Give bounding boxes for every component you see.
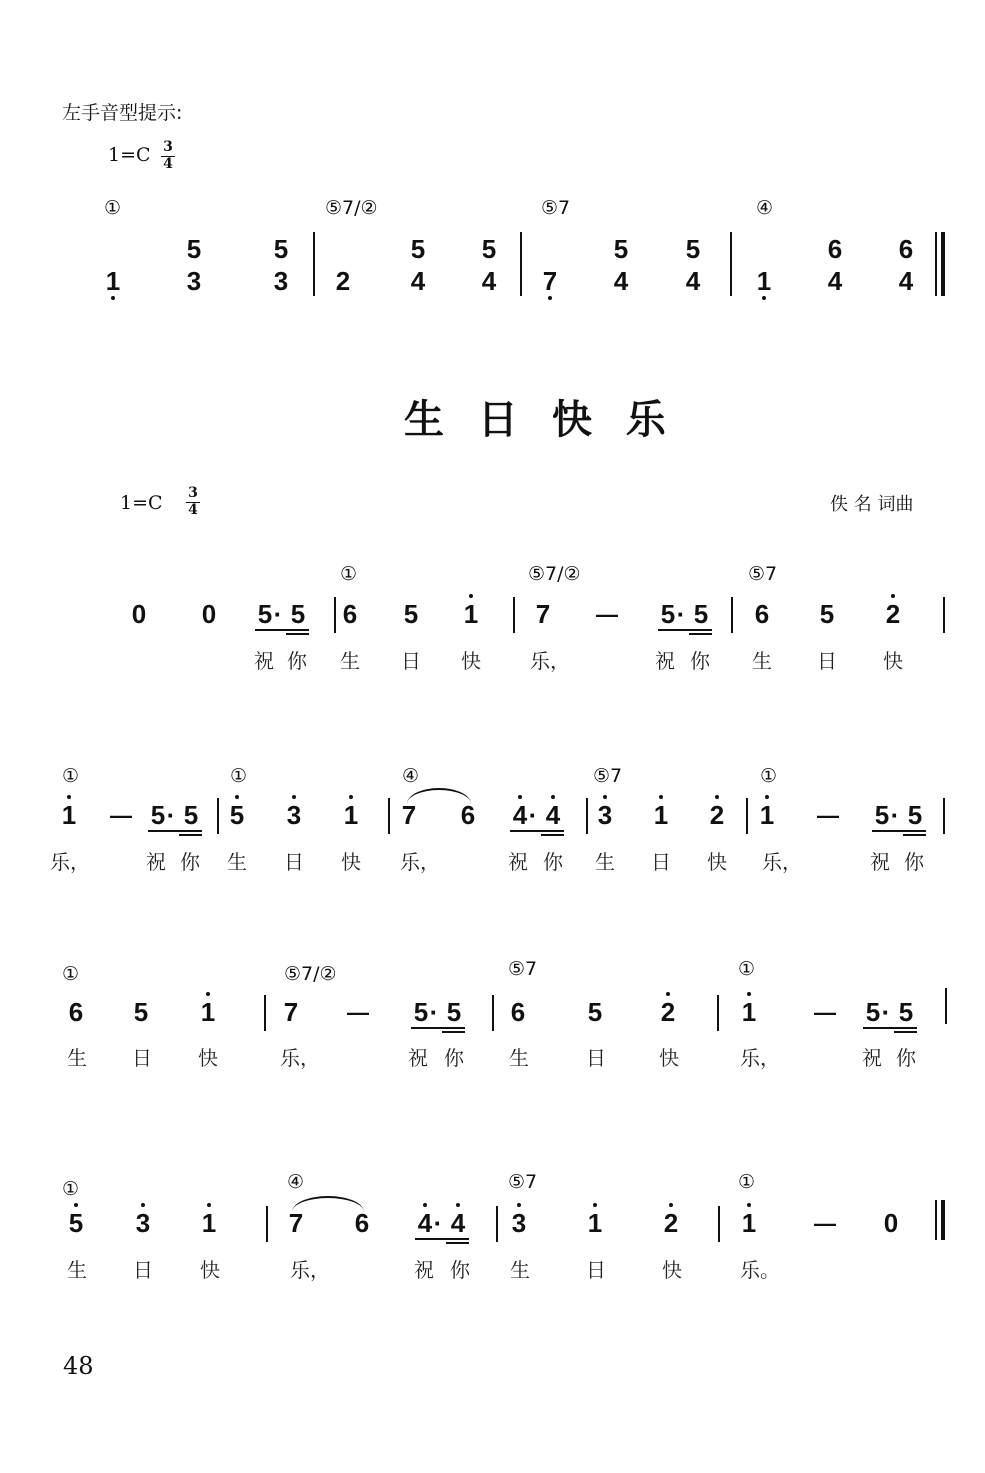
note: 2 [335, 266, 351, 296]
note-high: 2 [658, 1208, 684, 1238]
lyric: 生 [510, 1258, 530, 1282]
underline [872, 830, 926, 832]
chord-marker: ① [62, 963, 80, 985]
lyric: 祝 [414, 1258, 434, 1282]
note: 7 [288, 1208, 304, 1238]
lyric: 你 [896, 1046, 916, 1070]
dot: · [890, 800, 900, 830]
dash: — [110, 803, 132, 828]
note: 4 [898, 266, 914, 296]
note-low: 7 [537, 266, 563, 296]
chord-marker: ① [230, 765, 248, 787]
note: 6 [460, 800, 476, 830]
lyric: 日 [651, 850, 671, 874]
underline-double [286, 633, 309, 635]
note: 3 [186, 266, 202, 296]
chord-marker: ① [738, 958, 756, 980]
barline [746, 798, 748, 834]
dash: — [817, 803, 839, 828]
dot: · [881, 997, 891, 1027]
note: 5 [874, 800, 890, 830]
note: 3 [273, 266, 289, 296]
barline [586, 798, 588, 834]
chord-marker: ⑤7/② [325, 197, 378, 219]
author-credit: 佚 名 词曲 [830, 494, 914, 515]
dash: — [814, 1211, 836, 1236]
underline-double [442, 1031, 465, 1033]
chord-marker: ① [104, 197, 122, 219]
chord-marker: ① [738, 1171, 756, 1193]
final-barline-thin [935, 232, 937, 296]
lyric: 生 [509, 1046, 529, 1070]
barline [943, 798, 945, 834]
underline-double [894, 1031, 917, 1033]
page-number: 48 [63, 1352, 94, 1380]
lyric: 快 [200, 1258, 220, 1282]
time-sig-top: 3 [188, 485, 198, 501]
note-high: 4 [412, 1208, 438, 1238]
note-high: 3 [281, 800, 307, 830]
lyric: 祝 [862, 1046, 882, 1070]
lyric: 祝 [870, 850, 890, 874]
lyric: 日 [133, 1258, 153, 1282]
note-high: 1 [754, 800, 780, 830]
lyric: 生 [340, 649, 360, 673]
underline-double [903, 834, 926, 836]
chord-marker: ① [62, 765, 80, 787]
note: 6 [68, 997, 84, 1027]
lyric: 生 [752, 649, 772, 673]
lyric: 生 [595, 850, 615, 874]
barline [520, 232, 522, 296]
note: 6 [510, 997, 526, 1027]
note-high: 2 [704, 800, 730, 830]
note: 5 [257, 599, 273, 629]
barline [266, 1206, 268, 1242]
underline-double [179, 834, 202, 836]
note: 6 [898, 234, 914, 264]
lyric: 快 [662, 1258, 682, 1282]
underline-double [689, 633, 712, 635]
lyric: 你 [904, 850, 924, 874]
lyric: 快 [707, 850, 727, 874]
barline [388, 798, 390, 834]
chord-marker: ⑤7 [541, 197, 571, 219]
note: 7 [535, 599, 551, 629]
note: 5 [410, 234, 426, 264]
song-title: 生 日 快 乐 [404, 397, 676, 443]
barline [334, 597, 336, 633]
note-high: 3 [506, 1208, 532, 1238]
note-high: 1 [582, 1208, 608, 1238]
dot: · [676, 599, 686, 629]
note-high: 2 [655, 997, 681, 1027]
chord-marker: ① [62, 1178, 80, 1200]
lyric: 你 [444, 1046, 464, 1070]
note: 5 [290, 599, 306, 629]
lyric: 你 [690, 649, 710, 673]
note-high: 4 [540, 800, 566, 830]
lyric: 你 [450, 1258, 470, 1282]
lyric: 日 [817, 649, 837, 673]
key-signature-hint: 1=C [108, 144, 151, 166]
lyric: 你 [543, 850, 563, 874]
lyric: 快 [461, 649, 481, 673]
chord-marker: ⑤7 [593, 765, 623, 787]
dot: · [429, 997, 439, 1027]
note: 5 [183, 800, 199, 830]
note: 6 [754, 599, 770, 629]
barline [513, 597, 515, 633]
dot: · [273, 599, 283, 629]
dash: — [347, 1000, 369, 1025]
time-sig-bottom: 4 [161, 156, 175, 171]
barline [731, 597, 733, 633]
lyric: 你 [287, 649, 307, 673]
barline [718, 1206, 720, 1242]
note: 4 [613, 266, 629, 296]
note-low: 1 [751, 266, 777, 296]
note: 4 [481, 266, 497, 296]
note-high: 1 [648, 800, 674, 830]
chord-marker: ⑤7/② [528, 563, 581, 585]
underline-double [541, 834, 564, 836]
lyric: 快 [198, 1046, 218, 1070]
note-low: 1 [100, 266, 126, 296]
note-high: 5 [63, 1208, 89, 1238]
note: 5 [819, 599, 835, 629]
note: 5 [693, 599, 709, 629]
lyric: 快 [883, 649, 903, 673]
note: 7 [401, 800, 417, 830]
note-high: 5 [224, 800, 250, 830]
note: 6 [354, 1208, 370, 1238]
note: 0 [201, 599, 217, 629]
note: 0 [131, 599, 147, 629]
note-high: 3 [592, 800, 618, 830]
note: 5 [685, 234, 701, 264]
note: 6 [342, 599, 358, 629]
lyric: 乐， [762, 850, 802, 874]
chord-marker: ① [340, 563, 358, 585]
lyric: 祝 [655, 649, 675, 673]
barline [264, 995, 266, 1031]
note: 5 [898, 997, 914, 1027]
note: 5 [865, 997, 881, 1027]
note-high: 1 [736, 997, 762, 1027]
note-high: 4 [507, 800, 533, 830]
lyric: 祝 [254, 649, 274, 673]
underline [148, 830, 202, 832]
underline [658, 629, 712, 631]
lyric: 生 [67, 1258, 87, 1282]
underline [863, 1027, 917, 1029]
note-high: 4 [445, 1208, 471, 1238]
barline [496, 1206, 498, 1242]
chord-marker: ④ [756, 197, 774, 219]
note-high: 1 [56, 800, 82, 830]
chord-marker: ⑤7 [508, 1171, 538, 1193]
dash: — [814, 1000, 836, 1025]
note-high: 1 [338, 800, 364, 830]
note: 4 [827, 266, 843, 296]
note: 5 [660, 599, 676, 629]
note: 4 [685, 266, 701, 296]
barline [945, 988, 947, 1024]
dot: · [528, 800, 538, 830]
note-high: 3 [130, 1208, 156, 1238]
barline [717, 995, 719, 1031]
barline [217, 798, 219, 834]
chord-marker: ⑤7 [748, 563, 778, 585]
chord-marker: ⑤7 [508, 958, 538, 980]
chord-marker: ① [760, 765, 778, 787]
note-high: 1 [458, 599, 484, 629]
underline-double [446, 1242, 469, 1244]
note-high: 2 [880, 599, 906, 629]
time-sig-top: 3 [163, 139, 173, 155]
note: 4 [410, 266, 426, 296]
lyric: 日 [284, 850, 304, 874]
underline [510, 830, 564, 832]
chord-marker: ④ [402, 765, 420, 787]
dot: · [166, 800, 176, 830]
note: 5 [273, 234, 289, 264]
note: 7 [283, 997, 299, 1027]
lyric: 乐， [530, 649, 570, 673]
lyric: 乐， [740, 1046, 780, 1070]
note: 5 [907, 800, 923, 830]
note: 5 [133, 997, 149, 1027]
chord-marker: ⑤7/② [284, 963, 337, 985]
underline [411, 1027, 465, 1029]
note-high: 1 [736, 1208, 762, 1238]
underline [255, 629, 309, 631]
note-high: 1 [195, 997, 221, 1027]
dash: — [596, 602, 618, 627]
lyric: 生 [67, 1046, 87, 1070]
lyric: 你 [180, 850, 200, 874]
key-signature: 1=C [120, 492, 163, 514]
note: 0 [883, 1208, 899, 1238]
note: 5 [186, 234, 202, 264]
lyric: 日 [586, 1258, 606, 1282]
lyric: 祝 [146, 850, 166, 874]
note: 5 [613, 234, 629, 264]
note: 5 [403, 599, 419, 629]
barline [313, 232, 315, 296]
barline [943, 597, 945, 633]
final-barline-thin [935, 1200, 937, 1240]
dot: · [433, 1208, 443, 1238]
lyric: 日 [401, 649, 421, 673]
final-barline-thick [941, 1200, 945, 1240]
lyric: 乐。 [740, 1258, 780, 1282]
lyric: 祝 [408, 1046, 428, 1070]
lyric: 快 [341, 850, 361, 874]
note: 5 [481, 234, 497, 264]
lyric: 日 [586, 1046, 606, 1070]
chord-marker: ④ [287, 1171, 305, 1193]
left-hand-hint: 左手音型提示: [62, 102, 183, 124]
lyric: 日 [132, 1046, 152, 1070]
lyric: 乐， [400, 850, 440, 874]
underline [415, 1238, 469, 1240]
final-barline-thick [941, 232, 945, 296]
note: 5 [446, 997, 462, 1027]
lyric: 乐， [50, 850, 90, 874]
lyric: 乐， [290, 1258, 330, 1282]
lyric: 乐， [280, 1046, 320, 1070]
barline [492, 995, 494, 1031]
note: 5 [413, 997, 429, 1027]
note: 5 [587, 997, 603, 1027]
barline [730, 232, 732, 296]
note: 5 [150, 800, 166, 830]
note: 6 [827, 234, 843, 264]
lyric: 快 [659, 1046, 679, 1070]
lyric: 祝 [508, 850, 528, 874]
note-high: 1 [196, 1208, 222, 1238]
lyric: 生 [227, 850, 247, 874]
time-sig-bottom: 4 [186, 502, 200, 517]
